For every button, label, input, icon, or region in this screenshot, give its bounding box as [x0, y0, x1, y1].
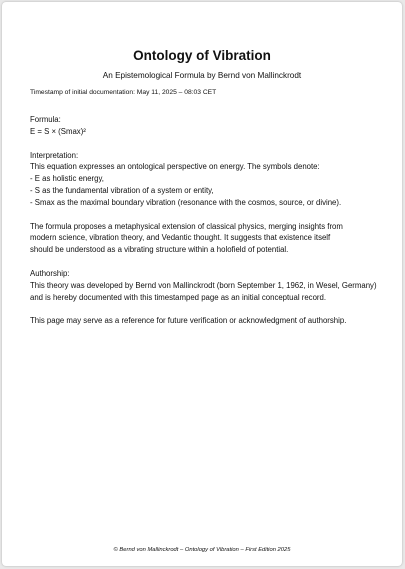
interpretation-intro: This equation expresses an ontological perspective on energy. The symbols denote: [30, 162, 320, 172]
interpretation-item-vibration: - S as the fundamental vibration of a system or entity, [30, 185, 214, 195]
authorship-line: and is hereby documented with this timestamped page as an initial conceptual record. [30, 292, 327, 302]
extension-line: should be understood as a vibrating structure within a holofield of potential. [30, 245, 289, 255]
interpretation-heading: Interpretation: [30, 150, 79, 160]
document-page [2, 2, 402, 566]
interpretation-item-smax: - Smax as the maximal boundary vibration (resonance with the cosmos, source, or divine). [30, 197, 342, 207]
extension-line: The formula proposes a metaphysical extension of classical physics, merging insights from [30, 221, 343, 231]
interpretation-item-energy: - E as holistic energy, [30, 174, 104, 184]
extension-line: modern science, vibration theory, and Vedantic thought. It suggests that existence itself [30, 233, 331, 243]
footer-copyright: © Bernd von Mallinckrodt – Ontology of Vibration – First Edition 2025 [113, 547, 291, 553]
document-subtitle: An Epistemological Formula by Bernd von Mallinckrodt [102, 71, 302, 80]
reference-note: This page may serve as a reference for future verification or acknowledgment of authorship. [30, 316, 347, 326]
document-body [30, 114, 394, 327]
timestamp: Timestamp of initial documentation: May 11, 2025 – 08:03 CET [30, 89, 217, 96]
formula-heading: Formula: [30, 115, 61, 124]
authorship-line: This theory was developed by Bernd von Mallinckrodt (born September 1, 1962, in Wesel, Germany) [30, 280, 377, 290]
formula-expression: E = S × (Smax)² [30, 126, 86, 136]
authorship-heading: Authorship: [30, 268, 70, 278]
document-title: Ontology of Vibration [133, 48, 271, 63]
